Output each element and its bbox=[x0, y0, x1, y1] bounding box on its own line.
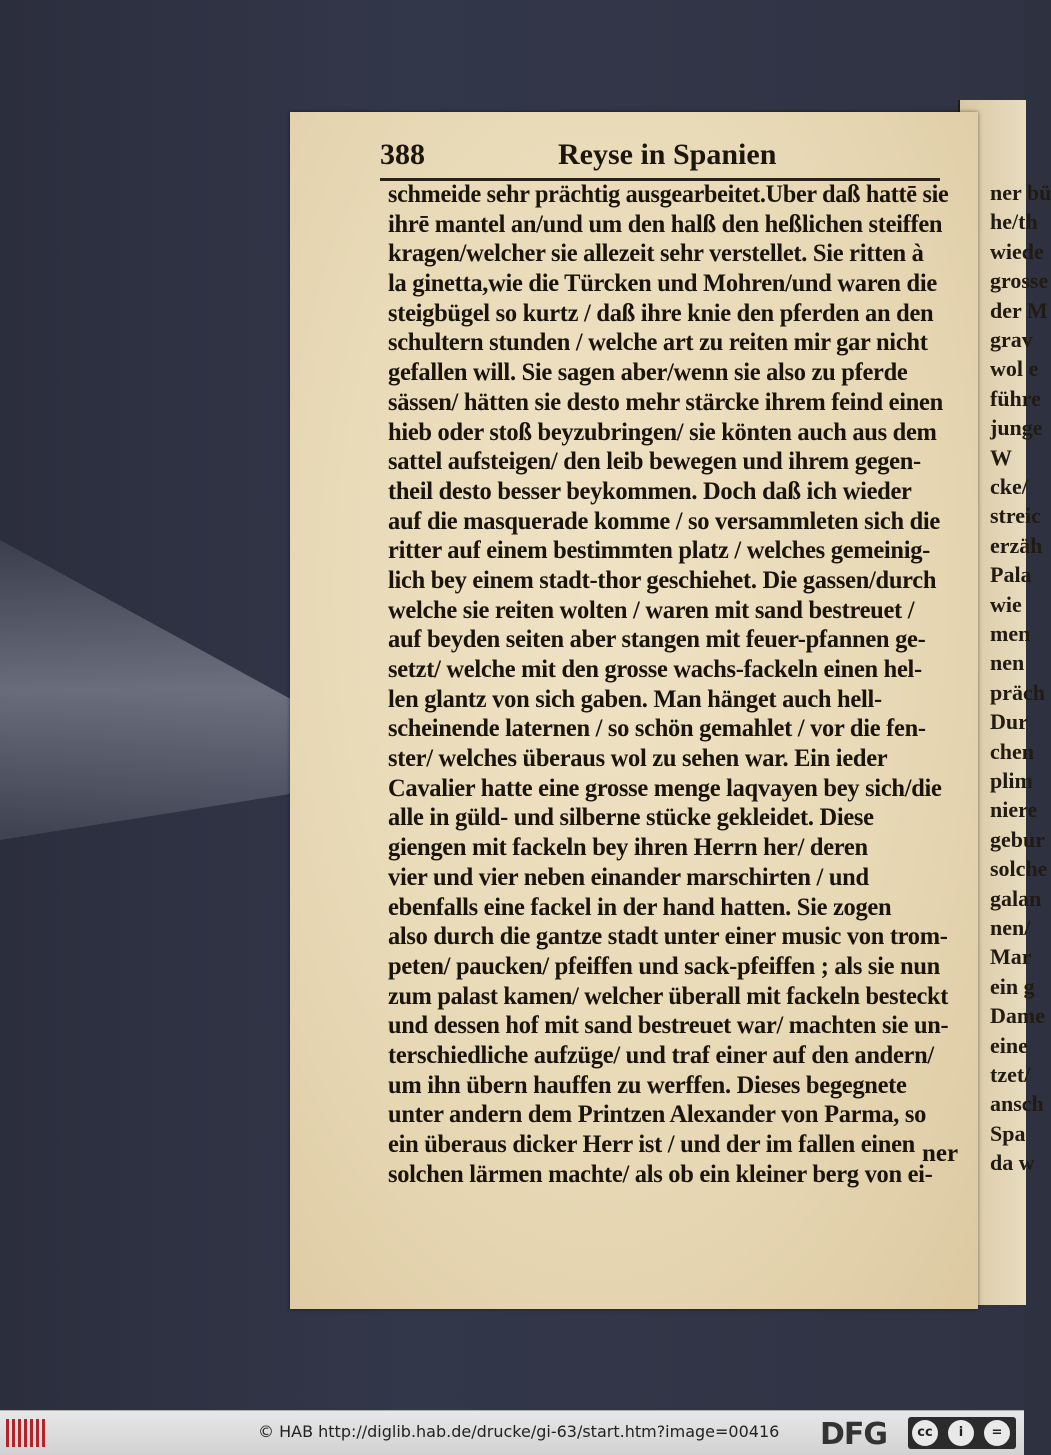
text-line: auf die masquerade komme / so versammleten sich die bbox=[388, 507, 940, 535]
facing-page-line: ein g bbox=[990, 973, 1035, 999]
text-line: kragen/welcher sie allezeit sehr verstellet. Sie ritten à bbox=[388, 240, 924, 268]
facing-page-line: Dur bbox=[990, 709, 1028, 735]
text-line: la ginetta,wie die Türcken und Mohren/und waren die bbox=[388, 270, 937, 298]
facing-page-line: solche bbox=[990, 856, 1048, 882]
facing-page-line: eine bbox=[990, 1032, 1028, 1058]
facing-page-line: wol e bbox=[990, 356, 1039, 382]
catchword: ner bbox=[922, 1140, 959, 1167]
attribution-icon: i bbox=[948, 1420, 974, 1446]
text-line: schmeide sehr prächtig ausgearbeitet.Uber daß hattē sie bbox=[388, 181, 949, 208]
page-header bbox=[380, 138, 940, 182]
facing-page-line: grosse bbox=[990, 268, 1049, 294]
library-logo-icon[interactable] bbox=[6, 1419, 46, 1447]
text-line: ster/ welches überaus wol zu sehen war. Ein ieder bbox=[388, 745, 888, 773]
facing-page-line: cke/ bbox=[990, 474, 1028, 499]
facing-page-line: niere bbox=[990, 797, 1038, 823]
text-line: peten/ paucken/ pfeiffen und sack-pfeiffen ; als sie nun bbox=[388, 952, 940, 980]
facing-page-line: präch bbox=[990, 679, 1045, 705]
facing-page-line: wie bbox=[990, 591, 1022, 617]
text-line: scheinende laternen / so schön gemahlet / vor die fen- bbox=[388, 715, 926, 743]
text-line: welche sie reiten wolten / waren mit sand bestreuet / bbox=[388, 596, 915, 624]
text-line: theil desto besser beykommen. Doch daß ich wieder bbox=[388, 477, 912, 505]
facing-page-line: junge bbox=[990, 415, 1043, 441]
facing-page-line: Dame bbox=[990, 1003, 1045, 1029]
facing-page-line: grav bbox=[990, 327, 1033, 352]
cc-license-badge[interactable] bbox=[908, 1417, 1016, 1449]
running-title: Reyse in Spanien bbox=[558, 138, 777, 171]
text-line: ebenfalls eine fackel in der hand hatten. Sie zogen bbox=[388, 893, 892, 921]
facing-page-line: tzet/ bbox=[990, 1062, 1031, 1087]
copyright-link[interactable]: © HAB http://diglib.hab.de/drucke/gi-63/start.htm?image=00416 bbox=[258, 1422, 780, 1441]
text-line: hieb oder stoß beyzubringen/ sie könten auch aus dem bbox=[388, 418, 937, 446]
viewer-footer bbox=[0, 1410, 1024, 1455]
text-line: alle in güld- und silberne stücke gekleidet. Diese bbox=[388, 804, 874, 832]
facing-page-line: plim bbox=[990, 768, 1033, 793]
facing-page-line: chen bbox=[990, 738, 1034, 764]
facing-page-line: streic bbox=[990, 503, 1041, 529]
text-line: zum palast kamen/ welcher überall mit fackeln besteckt bbox=[388, 982, 949, 1010]
facing-page-line: ner bü bbox=[990, 180, 1051, 205]
facing-page-line: erzäh bbox=[990, 532, 1043, 558]
text-line: solchen lärmen machte/ als ob ein kleiner berg von ei- bbox=[388, 1160, 933, 1188]
facing-page-line: men bbox=[990, 621, 1031, 646]
facing-page-line: nen/ bbox=[990, 915, 1031, 940]
share-alike-icon: = bbox=[984, 1420, 1010, 1446]
page-number: 388 bbox=[380, 138, 425, 171]
facing-page-line: he/th bbox=[990, 209, 1038, 235]
text-line: um ihn übern hauffen zu werffen. Dieses begegnete bbox=[388, 1071, 907, 1099]
text-line: terschiedliche aufzüge/ und traf einer auf den andern/ bbox=[388, 1041, 934, 1069]
facing-page-line: Mar bbox=[990, 944, 1032, 970]
text-line: len glantz von sich gaben. Man hänget auch hell- bbox=[388, 685, 882, 713]
text-line: lich bey einem stadt-thor geschiehet. Die gassen/durch bbox=[388, 566, 937, 594]
dfg-logo[interactable]: DFG bbox=[820, 1417, 888, 1452]
facing-page-line: ansch bbox=[990, 1091, 1044, 1117]
text-line: sattel aufsteigen/ den leib bewegen und ihrem gegen- bbox=[388, 448, 921, 476]
text-line: giengen mit fackeln bey ihren Herrn her/ deren bbox=[388, 834, 868, 862]
facing-page-line: nen bbox=[990, 650, 1025, 676]
body-text bbox=[388, 180, 960, 1189]
facing-page-line: führe bbox=[990, 385, 1041, 411]
facing-page-line: W bbox=[990, 444, 1012, 470]
facing-page-line: da w bbox=[990, 1150, 1035, 1176]
facing-page-line: gebur bbox=[990, 826, 1045, 852]
text-line: und dessen hof mit sand bestreuet war/ machten sie un- bbox=[388, 1012, 949, 1040]
text-line: also durch die gantze stadt unter einer music von trom- bbox=[388, 923, 948, 951]
text-line: ein überaus dicker Herr ist / und der im fallen einen bbox=[388, 1131, 916, 1158]
text-line: ritter auf einem bestimmten platz / welches gemeinig- bbox=[388, 537, 931, 565]
facing-page-line: wiede bbox=[990, 238, 1044, 264]
facing-page-line: der M bbox=[990, 297, 1048, 323]
text-line: vier und vier neben einander marschirten / und bbox=[388, 863, 869, 891]
text-line: setzt/ welche mit den grosse wachs-fackeln einen hel- bbox=[388, 656, 922, 683]
cc-icon: cc bbox=[912, 1420, 938, 1446]
text-line: ihrē mantel an/und um den halß den heßlichen steiffen bbox=[388, 210, 943, 238]
facing-page-line: Spa bbox=[990, 1120, 1026, 1146]
text-line: unter andern dem Printzen Alexander von Parma, so bbox=[388, 1101, 927, 1129]
facing-page-line: galan bbox=[990, 885, 1042, 911]
text-line: auf beyden seiten aber stangen mit feuer-pfannen ge- bbox=[388, 626, 926, 654]
facing-page-line: Pala bbox=[990, 562, 1032, 588]
text-line: Cavalier hatte eine grosse menge laqvayen bey sich/die bbox=[388, 774, 942, 802]
text-line: schultern stunden / welche art zu reiten mir gar nicht bbox=[388, 329, 928, 357]
text-line: steigbügel so kurtz / daß ihre knie den pferden an den bbox=[388, 299, 934, 327]
text-line: sässen/ hätten sie desto mehr stärcke ihrem feind einen bbox=[388, 388, 943, 416]
text-line: gefallen will. Sie sagen aber/wenn sie also zu pferde bbox=[388, 359, 908, 387]
